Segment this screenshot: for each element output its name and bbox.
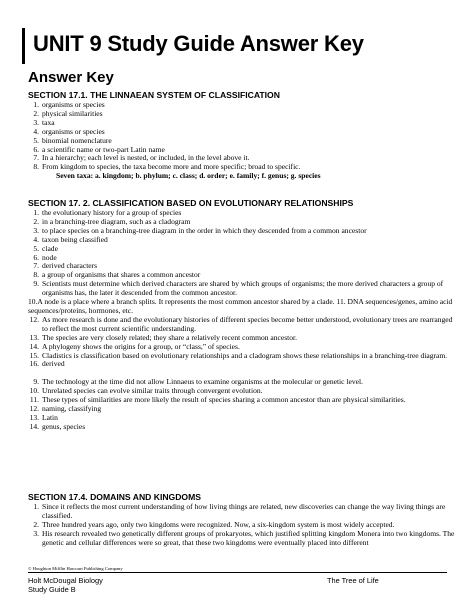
item-number: 14. — [29, 421, 39, 431]
item-text: organisms or species — [42, 100, 105, 109]
item-number: 13. — [29, 332, 39, 342]
item-text: A phylogeny shows the origins for a group, or “class,” of species. — [42, 341, 240, 351]
item-text: Latin — [42, 412, 58, 422]
item-number: 16. — [29, 359, 39, 369]
item-number: 13. — [29, 412, 39, 422]
item-number: 14. — [29, 341, 39, 351]
footer-guide-name: Study Guide B — [28, 585, 76, 594]
list-item — [28, 172, 460, 181]
item-number: 1. — [33, 100, 39, 109]
item-text: Three hundred years ago, only two kingdoms were recognized. Now, a six-kingdom system is most widely accepted. — [42, 519, 395, 529]
item-number: 7. — [33, 153, 39, 163]
title-accent-bar — [22, 28, 25, 64]
item-number: 6. — [33, 144, 39, 154]
item-number: 12. — [29, 403, 39, 413]
item-text: clade — [42, 243, 58, 253]
item-text: in a branching-tree diagram, such as a cladogram — [42, 216, 191, 226]
item-text: to place species on a branching-tree diagram in the order in which they descended from a common ancestor — [42, 225, 367, 235]
item-text: organisms or species — [42, 126, 105, 136]
item-text: naming, classifying — [42, 403, 102, 413]
list-item — [28, 316, 460, 334]
item-number: 2. — [33, 519, 39, 529]
item-number: 7. — [33, 261, 39, 271]
item-number: 5. — [33, 243, 39, 253]
list-item — [28, 298, 460, 316]
item-number: 3. — [33, 117, 39, 127]
section-heading-17-2: SECTION 17. 2. CLASSIFICATION BASED ON EVOLUTIONARY RELATIONSHIPS — [28, 198, 354, 208]
footer-book-title: Holt McDougal Biology — [28, 576, 103, 585]
list-item — [28, 360, 460, 369]
item-number: 4. — [33, 234, 39, 244]
item-text: binomial nomenclature — [42, 135, 112, 145]
item-text: As more research is done and the evolutionary histories of different species become better understood, evolutionary trees are rearranged to reflect the most current scientific understanding. — [42, 314, 453, 333]
item-number: 3. — [33, 528, 39, 538]
item-number — [28, 172, 42, 181]
item-number: 3. — [33, 225, 39, 235]
section-list-17-4 — [28, 503, 460, 548]
item-number: 9. — [33, 279, 39, 289]
item-text: genus, species — [42, 421, 86, 431]
footer-rule — [28, 572, 447, 573]
item-text: derived — [42, 359, 65, 369]
item-text: derived characters — [42, 261, 98, 271]
item-text: the evolutionary history for a group of species — [42, 208, 182, 217]
section-list-17-2 — [28, 209, 460, 432]
item-number: 10. — [29, 386, 39, 396]
list-item — [28, 352, 460, 361]
list-item — [28, 405, 460, 414]
item-text: The species are very closely related; they share a relatively recent common ancestor. — [42, 332, 298, 342]
item-text: In a hierarchy; each level is nested, or included, in the level above it. — [42, 153, 250, 163]
item-number: 2. — [33, 216, 39, 226]
item-text: These types of similarities are more likely the result of species sharing a common ancestor than are physical similarities. — [42, 395, 406, 405]
item-number: 9. — [33, 377, 39, 387]
list-item — [28, 423, 460, 432]
item-number: 12. — [29, 314, 39, 324]
item-number: 5. — [33, 135, 39, 145]
item-text: Unrelated species can evolve similar traits through convergent evolution. — [42, 386, 263, 396]
item-text: Since it reflects the most current understanding of how living things are related, new discoveries can change the way living things are classified. — [42, 502, 446, 520]
list-item — [28, 414, 460, 423]
item-text: taxa — [42, 117, 55, 127]
item-text: The technology at the time did not allow Linnaeus to examine organisms at the molecular or genetic level. — [42, 377, 363, 387]
item-text: physical similarities — [42, 108, 103, 118]
item-number: 2. — [33, 108, 39, 118]
footer-chapter-title: The Tree of Life — [327, 576, 379, 585]
answer-key-heading: Answer Key — [28, 69, 114, 86]
item-text: a scientific name or two-part Latin name — [42, 144, 165, 154]
item-text: node — [42, 252, 57, 262]
item-number: 11. — [29, 395, 39, 405]
list-item — [28, 236, 460, 245]
item-text: From kingdom to species, the taxa become more and more specific; broad to specific. — [42, 162, 301, 172]
list-item — [28, 503, 460, 521]
item-text: 10.A node is a place where a branch splits. It represents the most common ancestor shared by a clade. 11. DNA sequences/genes, amino acid sequences/proteins, hormones, etc. — [28, 297, 453, 315]
item-text: His research revealed two genetically different groups of prokaryotes, which justified splitting kingdom Monera into two kingdoms. The genetic and cellular differences were so great, that these two kingdoms were eventually placed into different — [42, 528, 455, 547]
item-text: Seven taxa: a. kingdom; b. phylum; c. class; d. order; e. family; f. genus; g. species — [56, 171, 321, 181]
list-item — [28, 530, 460, 548]
item-text: taxon being classified — [42, 234, 108, 244]
item-number: 8. — [33, 162, 39, 172]
section-heading-17-4: SECTION 17.4. DOMAINS AND KINGDOMS — [28, 492, 202, 502]
list-item — [28, 245, 460, 254]
section-heading-17-1: SECTION 17.1. THE LINNAEAN SYSTEM OF CLASSIFICATION — [28, 90, 280, 100]
item-number: 4. — [33, 126, 39, 136]
item-number: 8. — [33, 270, 39, 280]
page-title: UNIT 9 Study Guide Answer Key — [33, 31, 364, 56]
item-text: Cladistics is classification based on evolutionary relationships and a cladogram shows these relationships in a branching-tree diagram. — [42, 350, 448, 360]
item-number: 15. — [29, 350, 39, 360]
item-number: 1. — [33, 208, 39, 217]
item-number: 6. — [33, 252, 39, 262]
section-list-17-1 — [28, 101, 460, 181]
item-number: 1. — [33, 502, 39, 511]
list-item — [28, 110, 460, 119]
item-text: Scientists must determine which derived characters are shared by which groups of organisms; the more derived characters a group of organisms has, the later it descended from the common ancestor. — [42, 279, 444, 298]
item-text: a group of organisms that shares a common ancestor — [42, 270, 201, 280]
copyright-notice: © Houghton Mifflin Harcourt Publishing Company — [28, 566, 123, 571]
list-item — [28, 280, 460, 298]
